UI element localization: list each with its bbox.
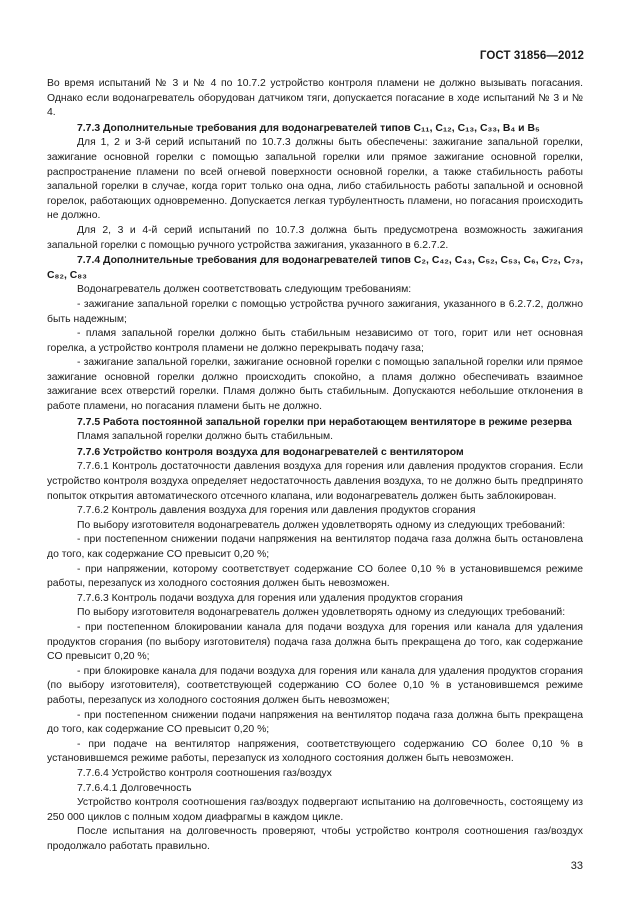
document-body xyxy=(47,77,583,854)
document-code: ГОСТ 31856—2012 xyxy=(479,50,584,62)
list-item: - при блокировке канала для подачи воздуха для горения или канала для удаления продуктов сгорания (по выбору изготовителя), соответствующей содержанию CO более 0,10 % в установившемся режиме работы, перезапуск из холодного состояния должен быть невозможен; xyxy=(47,665,583,706)
list-item: - зажигание запальной горелки с помощью устройства ручного зажигания, указанного в 6.2.7.2, должно быть надежным; xyxy=(47,298,583,325)
paragraph: Водонагреватель должен соответствовать следующим требованиям: xyxy=(77,284,412,296)
section-heading: 7.7.5 Работа постоянной запальной горелки при неработающем вентиляторе в режиме резерва xyxy=(77,416,572,428)
list-item: - при подаче на вентилятор напряжения, соответствующего содержанию CO более 0,10 % в установившемся режиме работы, перезапуск из холодного состояния должен быть невозможен. xyxy=(47,738,583,765)
paragraph: По выбору изготовителя водонагреватель должен удовлетворять одному из следующих требований: xyxy=(77,607,566,619)
paragraph: Для 2, 3 и 4-й серий испытаний по 10.7.3 должна быть предусмотрена возможность зажигания запальной горелки с помощью ручного устройства зажигания, указанного в 6.2.7.2. xyxy=(47,224,583,251)
page-number: 33 xyxy=(570,860,583,872)
paragraph: Устройство контроля соотношения газ/воздух подвергают испытанию на долговечность, состоящему из 250 000 циклов с полным ходом диафрагмы в каждом цикле. xyxy=(47,797,583,823)
subsection-title: 7.7.6.4.1 Долговечность xyxy=(77,782,192,794)
section-heading: 7.7.6 Устройство контроля воздуха для водонагревателей с вентилятором xyxy=(77,446,464,458)
list-item: - при напряжении, которому соответствует содержание CO более 0,10 % в установившемся режиме работы, перезапуск из холодного состояния должен быть невозможен. xyxy=(47,563,583,590)
paragraph: Для 1, 2 и 3-й серий испытаний по 10.7.3 должны быть обеспечены: зажигание запальной горелки, зажигание основной горелки с помощью запальной горелки или прямое зажигание основной горелки, распространение пламени по всей огневой поверхности основной горелки, а также стабильность работы запальной горелки в случае, когда горит только она одна, либо стабильность работы запальной и основной горелок, работающих одновременно. Допускается легкая турбулентность пламени, но погасания происходить не должно. xyxy=(47,137,583,222)
paragraph: Пламя запальной горелки должно быть стабильным. xyxy=(77,431,334,443)
paragraph: 7.7.6.1 Контроль достаточности давления воздуха для горения или давления продуктов сгорания. Если устройство контроля воздуха определяет недостаточность давления воздуха, то не должно быть предпринято попыток открытия автоматического отсечного клапана, или водонагреватель должен быть заблокирован. xyxy=(47,461,583,502)
subsection-title: 7.7.6.2 Контроль давления воздуха для горения или давления продуктов сгорания xyxy=(77,505,476,517)
section-heading: 7.7.3 Дополнительные требования для водонагревателей типов C₁₁, C₁₂, C₁₃, C₃₃, B₄ и B₅ xyxy=(77,122,540,134)
paragraph: По выбору изготовителя водонагреватель должен удовлетворять одному из следующих требований: xyxy=(77,519,566,531)
list-item: - зажигание запальной горелки, зажигание основной горелки с помощью запальной горелки или прямое зажигание основной горелки должно происходить спокойно, а пламя должно обеспечивать взаимное зажигание всех отверстий горелки. Пламя должно быть стабильным. Допускаются небольшие отклонения в работе пламени, но погасания пламени быть не должно. xyxy=(47,357,583,413)
subsection-title: 7.7.6.4 Устройство контроля соотношения газ/воздух xyxy=(77,767,332,779)
list-item: - при постепенном снижении подачи напряжения на вентилятор подача газа должна быть остановлена до того, как содержание CO превысит 0,20 %; xyxy=(47,534,583,560)
list-item: - при постепенном снижении подачи напряжения на вентилятор подача газа должна быть прекращена до того, как содержание CO превысит 0,20 %; xyxy=(47,709,583,736)
paragraph: Во время испытаний № 3 и № 4 по 10.7.2 устройство контроля пламени не должно вызывать погасания. Однако если водонагреватель оборудован датчиком тяги, допускается погасание в ходе испытаний № 3 и № 4. xyxy=(47,78,583,119)
section-heading: 7.7.4 Дополнительные требования для водонагревателей типов C₂, C₄₂, C₄₃, C₅₂, C₅₃, C₆, C₇₂, C₇₃, C₈₂, C₈₃ xyxy=(47,255,583,281)
subsection-title: 7.7.6.3 Контроль подачи воздуха для горения или удаления продуктов сгорания xyxy=(77,592,463,604)
paragraph: После испытания на долговечность проверяют, чтобы устройство контроля соотношения газ/воздух продолжало работать правильно. xyxy=(47,826,583,852)
list-item: - при постепенном блокировании канала для подачи воздуха для горения или канала для удаления продуктов сгорания (по выбору изготовителя) подача газа должна быть прекращена до того, как содержание CO превысит 0,20 %; xyxy=(47,621,583,663)
list-item: - пламя запальной горелки должно быть стабильным независимо от того, горит или нет основная горелка, а устройство контроля пламени не должно перекрывать подачу газа; xyxy=(47,328,583,354)
